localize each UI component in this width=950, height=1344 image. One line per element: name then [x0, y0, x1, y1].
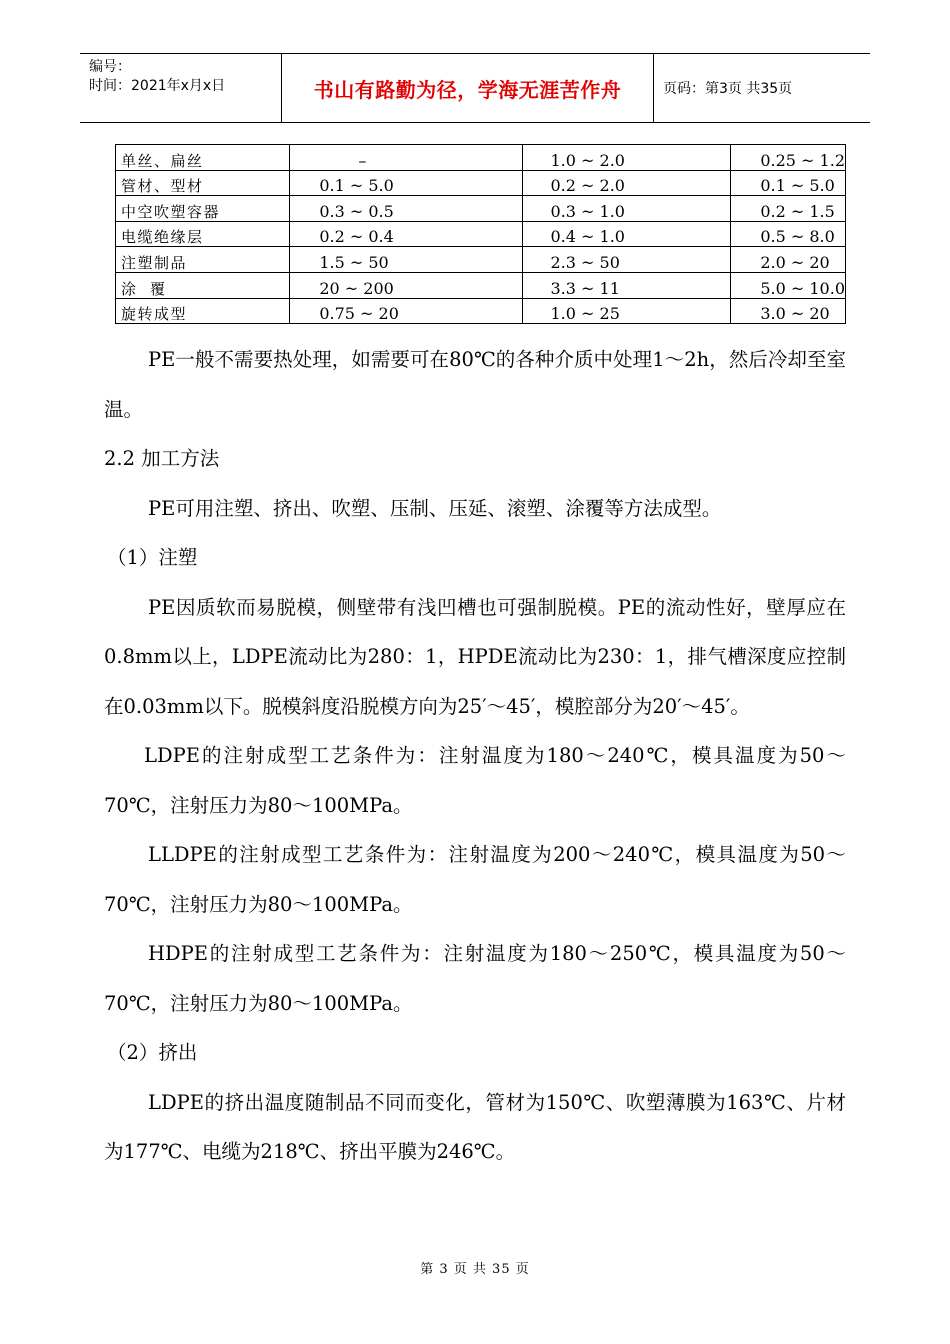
header-meta	[80, 54, 281, 122]
table-cell: –	[290, 145, 522, 171]
table-row	[116, 247, 846, 273]
paragraph: LLDPE的注射成型工艺条件为：注射温度为200～240℃，模具温度为50～70℃，注射压力为80～100MPa。	[104, 843, 846, 916]
table-cell: 1.0 ~ 25	[522, 298, 731, 324]
table-cell: 2.0 ~ 20	[731, 247, 846, 273]
table-row	[116, 272, 846, 298]
table-cell: 管材、型材	[116, 170, 290, 196]
table-row	[116, 298, 846, 324]
table-cell: 0.1 ~ 5.0	[290, 170, 522, 196]
header-motto: 书山有路勤为径，学海无涯苦作舟	[281, 54, 654, 122]
table-cell: 涂 覆	[116, 272, 290, 298]
table-cell: 0.5 ~ 8.0	[731, 221, 846, 247]
table-row	[116, 221, 846, 247]
table-row	[116, 170, 846, 196]
table-cell: 注塑制品	[116, 247, 290, 273]
table-cell: 0.25 ~ 1.2	[731, 145, 846, 171]
table-cell: 1.5 ~ 50	[290, 247, 522, 273]
table-cell: 1.0 ~ 2.0	[522, 145, 731, 171]
table-cell: 0.2 ~ 1.5	[731, 196, 846, 222]
paragraph: LDPE的注射成型工艺条件为：注射温度为180～240℃，模具温度为50～70℃，注射压力为80～100MPa。	[104, 744, 846, 817]
table-cell: 3.0 ~ 20	[731, 298, 846, 324]
subsection-heading: （2）挤出	[107, 1041, 198, 1064]
table-cell: 0.75 ~ 20	[290, 298, 522, 324]
table-cell: 5.0 ~ 10.0	[731, 272, 846, 298]
document-number-label: 编号：	[89, 59, 131, 75]
thickness-table	[115, 144, 846, 324]
table-cell: 0.3 ~ 0.5	[290, 196, 522, 222]
table-cell: 0.1 ~ 5.0	[731, 170, 846, 196]
paragraph: HDPE的注射成型工艺条件为：注射温度为180～250℃，模具温度为50～70℃，注射压力为80～100MPa。	[104, 942, 846, 1015]
page-header	[80, 53, 870, 123]
header-page-info: 页码：第3页 共35页	[663, 81, 793, 97]
paragraph: LDPE的挤出温度随制品不同而变化，管材为150℃、吹塑薄膜为163℃、片材为177℃、电缆为218℃、挤出平膜为246℃。	[104, 1090, 846, 1163]
table-cell: 单丝、扁丝	[116, 145, 290, 171]
table-cell: 旋转成型	[116, 298, 290, 324]
subsection-heading: （1）注塑	[107, 546, 198, 569]
table-cell: 0.2 ~ 0.4	[290, 221, 522, 247]
table-cell: 2.3 ~ 50	[522, 247, 731, 273]
table-cell: 电缆绝缘层	[116, 221, 290, 247]
paragraph: PE因质软而易脱模，侧壁带有浅凹槽也可强制脱模。PE的流动性好，壁厚应在0.8mm以上，LDPE流动比为280：1，HPDE流动比为230：1，排气槽深度应控制在0.03mm以下。脱模斜度沿脱模方向为25′～45′，模腔部分为20′～45′。	[104, 595, 846, 718]
document-time-label: 时间：2021年x月x日	[89, 78, 226, 94]
table-row	[116, 145, 846, 171]
table-cell: 3.3 ~ 11	[522, 272, 731, 298]
table-cell: 0.4 ~ 1.0	[522, 221, 731, 247]
table-cell: 0.3 ~ 1.0	[522, 196, 731, 222]
page-footer: 第 3 页 共 35 页	[420, 1262, 530, 1277]
table-cell: 0.2 ~ 2.0	[522, 170, 731, 196]
paragraph: PE可用注塑、挤出、吹塑、压制、压延、滚塑、涂覆等方法成型。	[148, 496, 722, 520]
table-row	[116, 196, 846, 222]
table-cell: 中空吹塑容器	[116, 196, 290, 222]
table-cell: 20 ~ 200	[290, 272, 522, 298]
section-heading: 2.2 加工方法	[104, 447, 220, 470]
document-body	[104, 335, 846, 1177]
paragraph: PE一般不需要热处理，如需要可在80℃的各种介质中处理1～2h，然后冷却至室温。	[104, 348, 846, 421]
